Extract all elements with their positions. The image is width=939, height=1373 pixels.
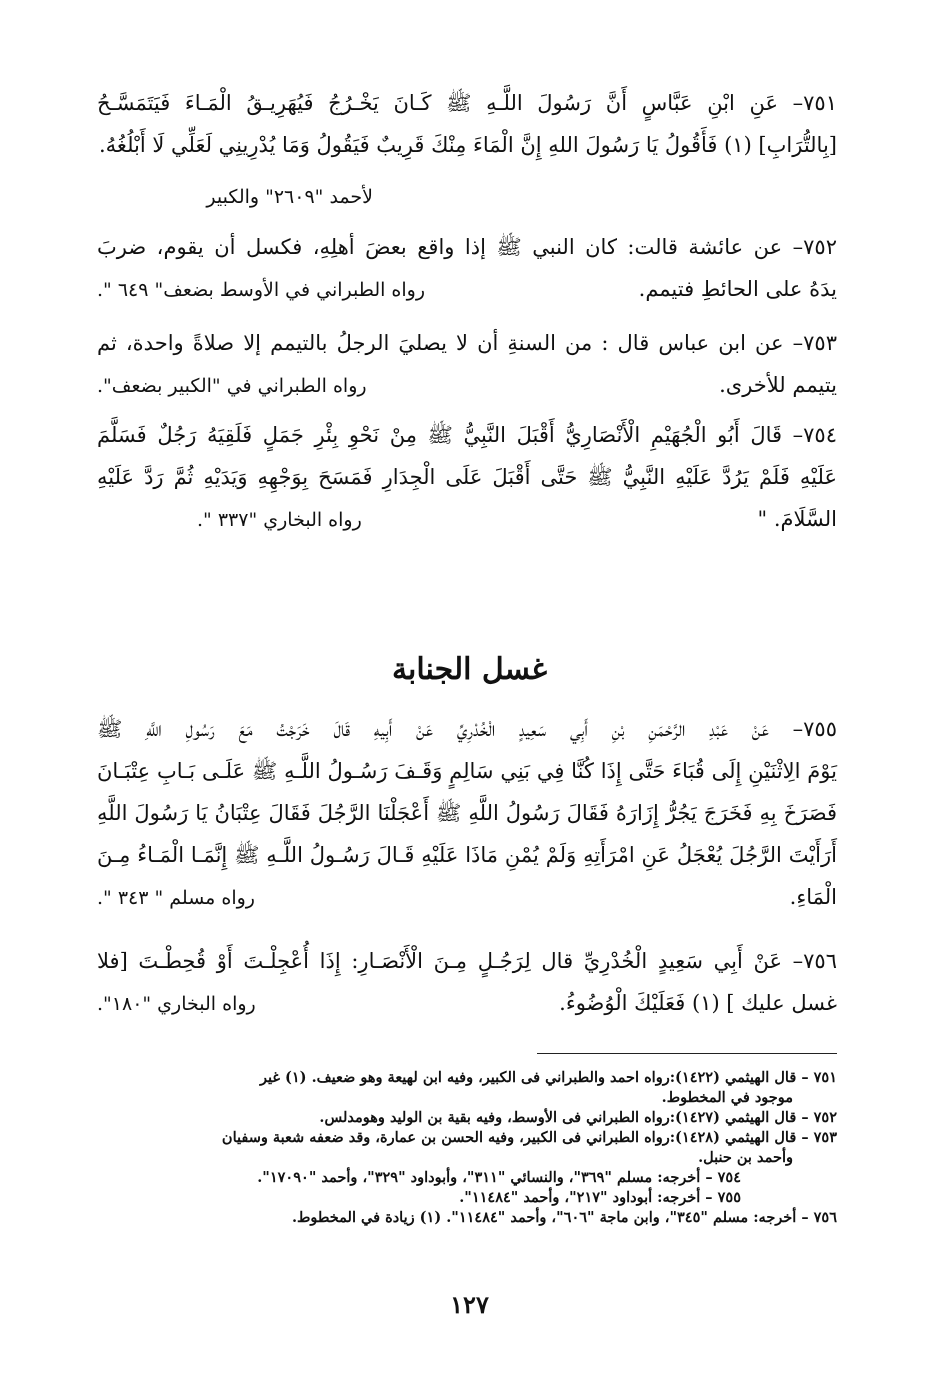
hadith-line: السَّلَامَ. " (757, 507, 837, 531)
footnote-751: ٧٥١ – قال الهيثمي (١٤٢٢):رواه احمد والطبراني فى الكبير، وفيه ابن لهيعة وهو ضعيف. (١) غير (259, 1069, 837, 1086)
footnote-753-continued: وأحمد بن حنبل. (698, 1149, 793, 1166)
hadith-756 (97, 940, 837, 1025)
hadith-line: ٧٥٣– عن ابن عباس قال : من السنةِ أن لا يصليَ الرجلُ بالتيمم إلا صلاةً واحدة، ثم (97, 331, 837, 355)
hadith-reference: رواه الطبراني في "الكبير بضعف". (97, 375, 367, 397)
footnote-754: ٧٥٤ – أخرجه: مسلم "٣٦٩"، والنسائي "٣١١"، وأبوداود "٣٢٩"، وأحمد "١٧٠٩٠". (257, 1169, 741, 1186)
hadith-reference: لأحمد "٢٦٠٩" والكبير (206, 186, 373, 208)
footnote-751-continued: موجود في المخطوط. (661, 1089, 793, 1106)
hadith-line: يدَهُ على الحائطِ فتيمم. (638, 277, 837, 301)
hadith-753 (97, 322, 837, 407)
hadith-last-line (97, 498, 837, 541)
hadith-line: غسل عليك ] (١) فَعَلَيْكَ الْوُضُوءُ. (559, 991, 837, 1015)
hadith-755 (97, 708, 837, 919)
hadith-last-line (97, 982, 837, 1025)
hadith-reference: رواه الطبراني في الأوسط بضعف" ٦٤٩ ". (97, 279, 426, 301)
hadith-reference: رواه مسلم " ٣٤٣ ". (97, 887, 255, 909)
hadith-line: ٧٥٥– عَنْ عَبْدِ الرَّحْمَنِ بْنِ أَبِي سَعِيدٍ الْخُدْرِيِّ عَنْ أَبِيهِ قَالَ خَرَجْتُ مَعَ رَسُولِ اللَّهِ ﷺ (97, 717, 837, 741)
hadith-751 (97, 82, 837, 166)
hadith-754 (97, 414, 837, 541)
hadith-line: يَوْمَ الِاثْنَيْنِ إِلَى قُبَاءَ حَتَّى إِذَا كُنَّا فِي بَنِي سَالِمٍ وَقَـفَ رَسُـولُ اللَّـهِ ﷺ عَلَـى بَـابِ عِتْبَـانَ (97, 759, 837, 783)
hadith-line: ٧٥٦– عَنْ أَبِي سَعِيدٍ الْخُدْرِيِّ قال لِرَجُـلٍ مِـنَ الْأَنْصَـارِ: إِذَا أُعْجِلْـتَ أَوْ قُحِطْـتَ [فلا (97, 949, 837, 973)
hadith-line: يتيمم للأخرى. (719, 373, 837, 397)
footnote-752: ٧٥٢ – قال الهيثمي (١٤٢٧):رواه الطبراني فى الأوسط، وفيه بقية بن الوليد وهومدلس. (319, 1109, 837, 1126)
hadith-line: الْمَاءِ. (789, 885, 837, 909)
hadith-line: عَلَيْهِ فَلَمْ يَرُدَّ عَلَيْهِ النَّبِيُّ ﷺ حَتَّى أَقْبَلَ عَلَى الْجِدَارِ فَمَسَحَ بِوَجْهِهِ وَيَدَيْهِ ثُمَّ رَدَّ عَلَيْهِ (97, 465, 837, 489)
hadith-line: [بِالتُّرَابِ] (١) فَأَقُولُ يَا رَسُولَ اللهِ إِنَّ الْمَاءَ مِنْكَ قَرِيبٌ فَيَقُولُ وَمَا يُدْرِينِي لَعَلِّي لَا أَبْلُغُهُ. (99, 133, 837, 157)
footnote-756: ٧٥٦ – أخرجه: مسلم "٣٤٥"، وابن ماجة "٦٠٦"، وأحمد "١١٤٨٤". (١) زيادة في المخطوط. (291, 1209, 837, 1226)
hadith-line: فَصَرَخَ بِهِ فَخَرَجَ يَجُرُّ إِزَارَهُ فَقَالَ رَسُولُ اللَّهِ ﷺ أَعْجَلْنَا الرَّجُلَ فَقَالَ عِتْبَانُ يَا رَسُولَ اللَّهِ (97, 801, 837, 825)
hadith-last-line (97, 268, 837, 311)
hadith-last-line (97, 364, 837, 407)
hadith-line: أَرَأَيْتَ الرَّجُلَ يُعْجَلُ عَنِ امْرَأَتِهِ وَلَمْ يُمْنِ مَاذَا عَلَيْهِ قَـالَ رَسُـولُ اللَّـهِ ﷺ إِنَّمَـا الْمَـاءُ مِـنَ (97, 843, 837, 867)
footnote-divider (537, 1053, 837, 1054)
footnote-753: ٧٥٣ – قال الهيثمي (١٤٢٨):رواه الطبراني فى الكبير، وفيه الحسن بن عمارة، وقد ضعفه شعبة وسفيان (221, 1129, 837, 1146)
hadith-752 (97, 226, 837, 311)
hadith-line: ٧٥١– عَنِ ابْنِ عَبَّاسٍ أَنَّ رَسُولَ اللَّـهِ ﷺ كَـانَ يَخْـرُجُ فَيُهَرِيـقُ الْمَـاءَ فَيَتَمَسَّـحُ (97, 91, 837, 115)
page-number: ١٢٧ (450, 1290, 489, 1319)
hadith-reference: رواه البخاري "٣٣٧ ". (197, 509, 362, 531)
footnote-755: ٧٥٥ – أخرجه: أبوداود "٢١٧"، وأحمد "١١٤٨٤". (459, 1189, 741, 1206)
footnotes (97, 1068, 837, 1228)
hadith-last-line (97, 876, 837, 919)
hadith-line: ٧٥٤– قَالَ أَبُو الْجُهَيْمِ الْأَنْصَارِيُّ أَقْبَلَ النَّبِيُّ ﷺ مِنْ نَحْوِ بِئْرِ جَمَلٍ فَلَقِيَهُ رَجُلٌ فَسَلَّمَ (97, 423, 837, 447)
section-title: غسل الجنابة (391, 652, 548, 687)
hadith-reference: رواه البخاري "١٨٠". (97, 993, 256, 1015)
hadith-line: ٧٥٢– عن عائشة قالت: كان النبي ﷺ إذا واقع بعضَ أهلِهِ، فكسل أن يقوم، ضربَ (97, 235, 837, 259)
